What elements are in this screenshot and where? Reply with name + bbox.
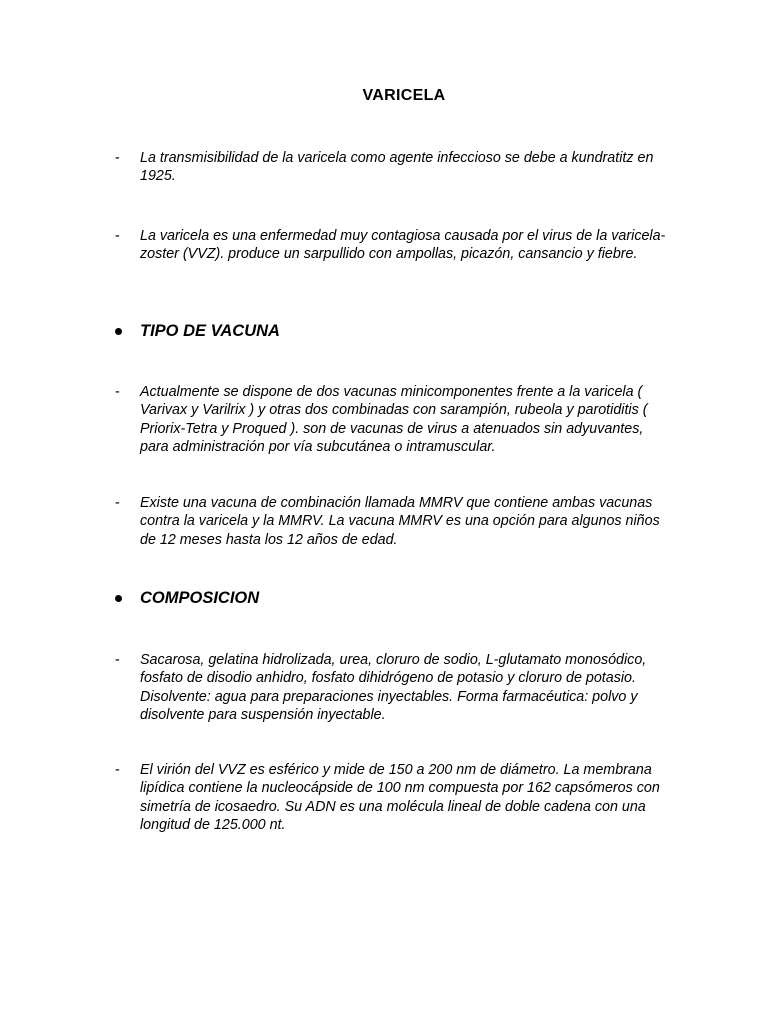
list-dash: -: [115, 762, 120, 778]
section-list-item: [115, 383, 675, 456]
bullet-icon: [115, 328, 122, 335]
list-dash: -: [115, 384, 120, 400]
list-item-text: Actualmente se dispone de dos vacunas minicomponentes frente a la varicela ( Varivax y Varilrix ) y otras dos combinadas con sarampión, rubeola y parotiditis ( Priorix-Tetra y Proqued ). son de vacunas de virus a atenuados sin adyuvantes, para administración por vía subcutánea o intramuscular.: [140, 384, 648, 455]
list-item-text: Sacarosa, gelatina hidrolizada, urea, cloruro de sodio, L-glutamato monosódico, fosfato de disodio anhidro, fosfato dihidrógeno de potasio y cloruro de potasio. Disolvente: agua para preparaciones inyectables. Forma farmacéutica: polvo y disolvente para suspensión inyectable.: [140, 652, 647, 723]
section-list-item: [115, 761, 675, 834]
section-heading-text: TIPO DE VACUNA: [140, 322, 280, 340]
section-list-item: [115, 494, 675, 549]
list-dash: -: [115, 150, 120, 166]
section-list-item: [115, 651, 675, 724]
intro-list-item: [115, 149, 675, 186]
bullet-icon: [115, 595, 122, 602]
page-title: VARICELA: [362, 87, 446, 104]
list-item-text: La transmisibilidad de la varicela como agente infeccioso se debe a kundratitz en 1925.: [140, 150, 654, 185]
list-dash: -: [115, 495, 120, 511]
list-dash: -: [115, 652, 120, 668]
list-item-text: La varicela es una enfermedad muy contagiosa causada por el virus de la varicela-zoster (VVZ). produce un sarpullido con ampollas, picazón, cansancio y fiebre.: [140, 228, 666, 263]
list-dash: -: [115, 228, 120, 244]
intro-list-item: [115, 227, 675, 264]
section-heading-composicion: [115, 589, 259, 608]
list-item-text: El virión del VVZ es esférico y mide de 150 a 200 nm de diámetro. La membrana lipídica contiene la nucleocápside de 100 nm compuesta por 162 capsómeros con simetría de icosaedro. Su ADN es una molécula lineal de doble cadena con una longitud de 125.000 nt.: [140, 762, 660, 833]
section-heading-tipo-de-vacuna: [115, 322, 280, 341]
section-heading-text: COMPOSICION: [140, 589, 260, 607]
list-item-text: Existe una vacuna de combinación llamada MMRV que contiene ambas vacunas contra la varicela y la MMRV. La vacuna MMRV es una opción para algunos niños de 12 meses hasta los 12 años de edad.: [140, 495, 660, 548]
